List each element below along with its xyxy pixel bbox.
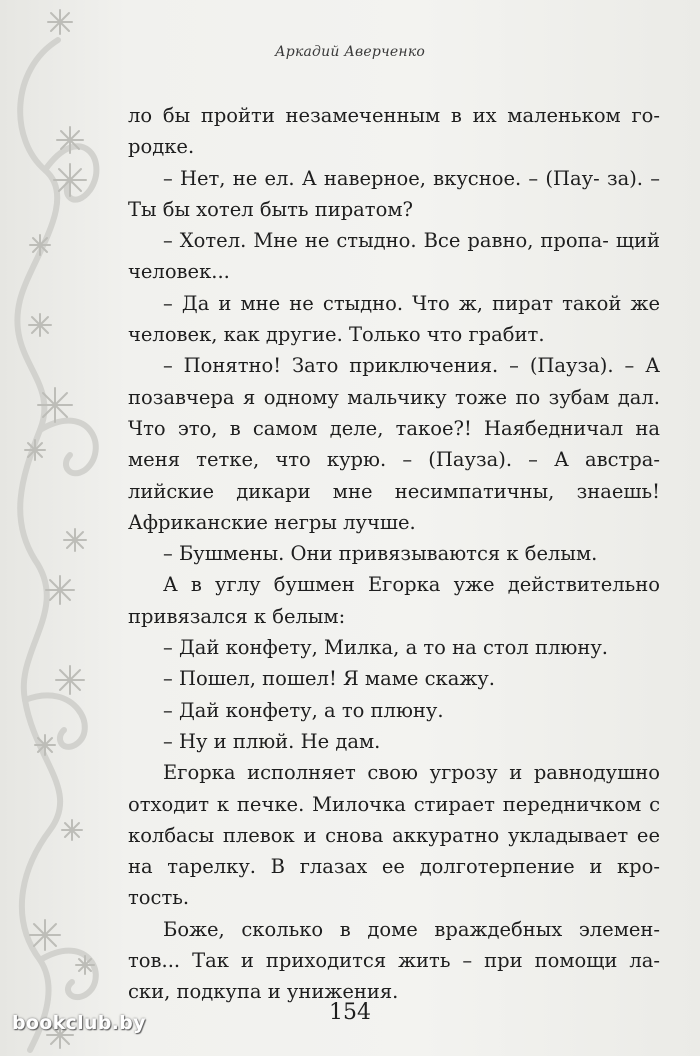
snowflake-icon bbox=[64, 529, 86, 551]
text-line: – Понятно! Зато приключения. – (Пауза). – bbox=[163, 354, 635, 378]
snowflake-swirl-ornament bbox=[0, 0, 120, 1056]
paragraph bbox=[128, 288, 660, 351]
paragraph bbox=[128, 757, 660, 913]
snowflake-icon bbox=[46, 576, 74, 604]
paragraph bbox=[128, 538, 660, 569]
text-line: Егорка исполняет свою угрозу и равнодушно bbox=[163, 761, 660, 785]
text-line: – Ну и плюй. Не дам. bbox=[163, 729, 381, 753]
text-line: – Нет, не ел. А наверное, вкусное. – (Пау- bbox=[163, 166, 600, 190]
paragraph bbox=[128, 163, 660, 226]
paragraph bbox=[128, 225, 660, 288]
snowflake-icon bbox=[57, 127, 83, 153]
paragraph bbox=[128, 914, 660, 1008]
text-line: на меня тетке, что курю. – (Пауза). – А австра- bbox=[128, 416, 660, 472]
page-number: 154 bbox=[329, 1000, 371, 1025]
paragraph bbox=[128, 569, 660, 632]
snowflake-icon bbox=[48, 10, 72, 34]
swirl-curl bbox=[40, 421, 96, 474]
snowflake-icon bbox=[56, 666, 84, 694]
text-line: лийские дикари мне несимпатичны, знаешь! bbox=[128, 479, 660, 503]
snowflake-icon bbox=[29, 314, 51, 336]
running-header-author: Аркадий Аверченко bbox=[274, 44, 426, 60]
text-line: ее на тарелку. В глазах ее долготерпение и кро- bbox=[128, 823, 660, 879]
text-line: тость. bbox=[128, 886, 190, 910]
page-body-text bbox=[128, 100, 660, 1008]
snowflake-icon bbox=[76, 956, 94, 974]
paragraph bbox=[128, 350, 660, 538]
paragraph bbox=[128, 726, 660, 757]
text-line: – Пошел, пошел! Я маме скажу. bbox=[163, 667, 495, 691]
text-line: – Дай конфету, Милка, а то на стол плюну. bbox=[163, 636, 609, 660]
snowflake-icon bbox=[30, 920, 60, 950]
text-line: А позавчера я одному мальчику тоже по зубам bbox=[128, 354, 660, 409]
swirl-line bbox=[17, 40, 60, 1050]
text-line: А в углу бушмен Егорка уже действительно bbox=[163, 573, 660, 597]
text-line: щий человек... bbox=[128, 229, 660, 284]
paragraph bbox=[128, 632, 660, 663]
paragraph bbox=[128, 100, 660, 163]
text-line: с колбасы плевок и снова аккуратно укладывает bbox=[128, 792, 661, 847]
paragraph bbox=[128, 663, 660, 694]
watermark-logo: bookclub.by bbox=[12, 1012, 146, 1034]
text-line: – Хотел. Мне не стыдно. Все равно, пропа- bbox=[163, 229, 609, 253]
text-line: человек, как другие. Только что грабит. bbox=[128, 323, 545, 347]
snowflake-icon bbox=[38, 388, 72, 422]
text-line: Боже, сколько в доме враждебных элемен- bbox=[163, 917, 660, 941]
snowflake-icon bbox=[54, 164, 86, 196]
text-line: отходит к печке. Милочка стирает передничком bbox=[128, 792, 642, 816]
paragraph bbox=[128, 695, 660, 726]
text-line: ло бы пройти незамеченным в их маленьком го- bbox=[128, 104, 660, 127]
text-line: дал. Что это, в самом деле, такое?! Наябедничал bbox=[128, 385, 660, 440]
snowflake-icon bbox=[30, 235, 50, 255]
text-line: Африканские негры лучше. bbox=[128, 510, 416, 534]
text-line: – Да и мне не стыдно. Что ж, пират такой же bbox=[163, 291, 660, 315]
text-line: – Дай конфету, а то плюну. bbox=[163, 698, 444, 722]
text-line: привязался к белым: bbox=[128, 604, 346, 628]
snowflake-icon bbox=[25, 440, 45, 460]
text-line: за). – Ты бы хотел быть пиратом? bbox=[128, 166, 660, 221]
text-line: – Бушмены. Они привязываются к белым. bbox=[163, 542, 598, 566]
snowflake-icon bbox=[35, 735, 55, 755]
text-line: тов... Так и приходится жить – при помощи ла- bbox=[128, 949, 660, 973]
snowflake-icon bbox=[62, 820, 82, 840]
text-line: ски, подкупа и унижения. bbox=[128, 980, 399, 1004]
text-line: родке. bbox=[128, 135, 195, 159]
